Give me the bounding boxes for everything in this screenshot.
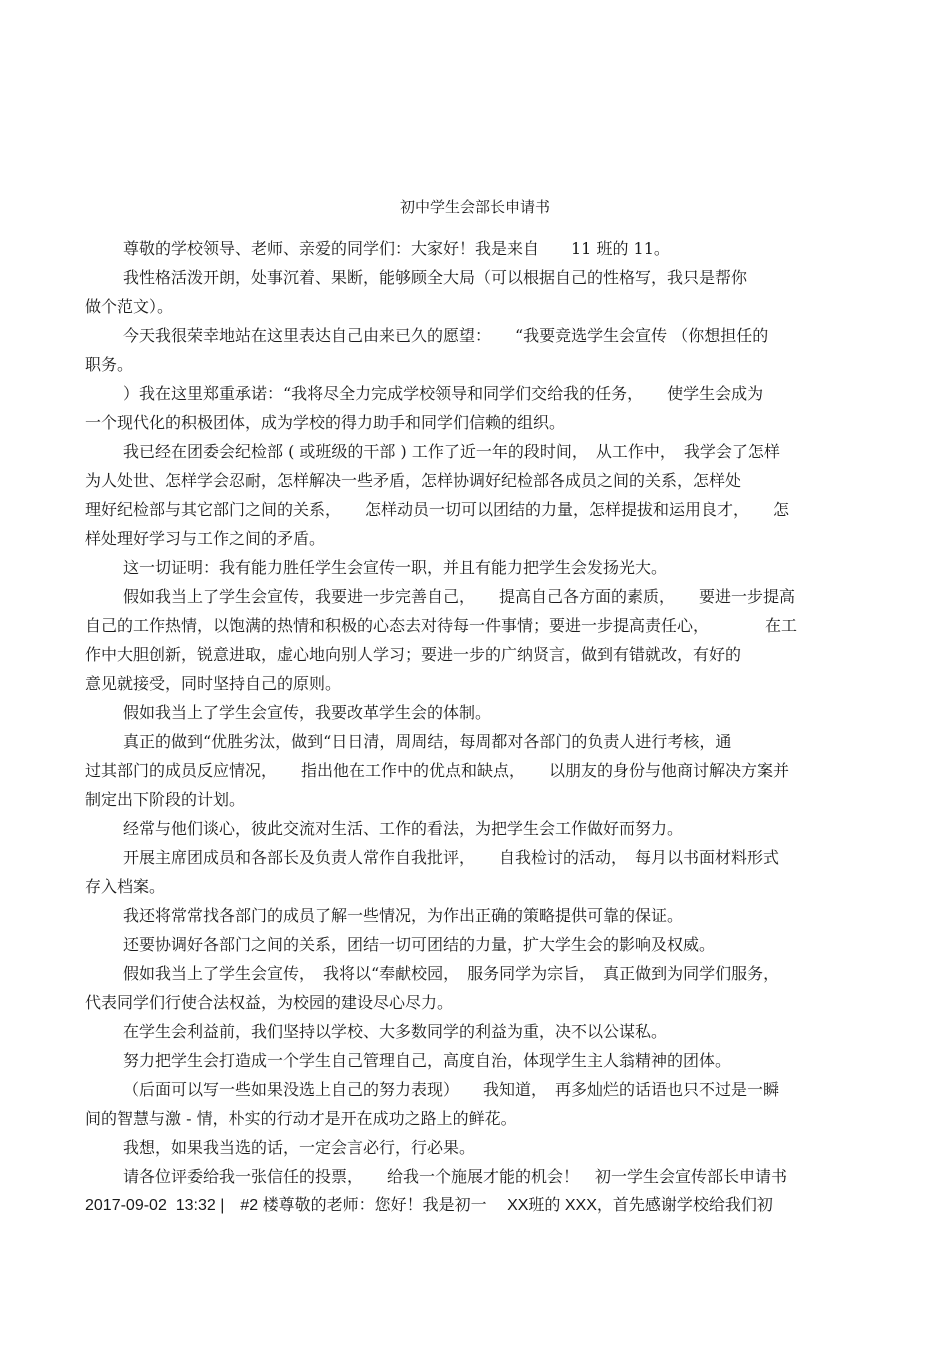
paragraph-line: 2017-09-02 13:32 | #2 楼尊敬的老师：您好！我是初一 XX班的 XXX，首先感谢学校给我们初 (85, 1197, 773, 1214)
paragraph-line: 请各位评委给我一张信任的投票， 给我一个施展才能的机会！ 初一学生会宣传部长申请书 (123, 1167, 788, 1186)
paragraph-line: 假如我当上了学生会宣传，我要进一步完善自己， 提高自己各方面的素质， 要进一步提高 (123, 587, 796, 606)
paragraph-line: 做个范文）。 (85, 297, 174, 316)
paragraph-line: 作中大胆创新，锐意进取，虚心地向别人学习；要进一步的广纳贤言，做到有错就改，有好的 (85, 645, 742, 664)
paragraph-line: 还要协调好各部门之间的关系，团结一切可团结的力量，扩大学生会的影响及权威。 (123, 935, 716, 954)
paragraph-line: 在学生会利益前，我们坚持以学校、大多数同学的利益为重，决不以公谋私。 (123, 1022, 668, 1041)
paragraph-line: 间的智慧与激 - 情，朴实的行动才是开在成功之路上的鲜花。 (85, 1109, 517, 1128)
paragraph-line: 制定出下阶段的计划。 (85, 790, 246, 809)
paragraph-line: 开展主席团成员和各部长及负责人常作自我批评， 自我检讨的活动， 每月以书面材料形式 (123, 848, 780, 867)
paragraph-line: ）我在这里郑重承诺：“我将尽全力完成学校领导和同学们交给我的任务， 使学生会成为 (123, 384, 764, 403)
paragraph-line: 这一切证明：我有能力胜任学生会宣传一职，并且有能力把学生会发扬光大。 (123, 558, 668, 577)
paragraph-line: 职务。 (85, 355, 134, 374)
paragraph-line: 代表同学们行使合法权益，为校园的建设尽心尽力。 (85, 993, 454, 1012)
paragraph-line: 自己的工作热情，以饱满的热情和积极的心态去对待每一件事情；要进一步提高责任心， 在工 (85, 616, 798, 635)
paragraph-line: 尊敬的学校领导、老师、亲爱的同学们：大家好！我是来自 11 班的 11。 (123, 239, 670, 258)
paragraph-line: 我已经在团委会纪检部 ( 或班级的干部 ) 工作了近一年的段时间， 从工作中， 我学会了怎样 (123, 442, 780, 461)
paragraph-line: 意见就接受，同时坚持自己的原则。 (85, 674, 342, 693)
paragraph-line: 真正的做到“优胜劣汰，做到“日日清，周周结，每周都对各部门的负责人进行考核，通 (123, 732, 732, 751)
paragraph-line: 今天我很荣幸地站在这里表达自己由来已久的愿望： “我要竞选学生会宣传 （你想担任的 (123, 326, 769, 345)
paragraph-line: 一个现代化的积极团体，成为学校的得力助手和同学们信赖的组织。 (85, 413, 566, 432)
paragraph-line: （后面可以写一些如果没选上自己的努力表现） 我知道， 再多灿烂的话语也只不过是一瞬 (123, 1080, 780, 1099)
paragraph-line: 理好纪检部与其它部门之间的关系， 怎样动员一切可以团结的力量，怎样提拔和运用良才， 怎 (85, 500, 790, 519)
paragraph-line: 假如我当上了学生会宣传，我要改革学生会的体制。 (123, 703, 492, 722)
paragraph-line: 过其部门的成员反应情况， 指出他在工作中的优点和缺点， 以朋友的身份与他商讨解决方案并 (85, 761, 790, 780)
paragraph-line: 经常与他们谈心，彼此交流对生活、工作的看法，为把学生会工作做好而努力。 (123, 819, 684, 838)
paragraph-line: 努力把学生会打造成一个学生自己管理自己，高度自治，体现学生主人翁精神的团体。 (123, 1051, 732, 1070)
paragraph-line: 为人处世、怎样学会忍耐，怎样解决一些矛盾，怎样协调好纪检部各成员之间的关系，怎样处 (85, 471, 742, 490)
paragraph-line: 我想，如果我当选的话，一定会言必行，行必果。 (123, 1138, 476, 1157)
paragraph-line: 假如我当上了学生会宣传， 我将以“奉献校园， 服务同学为宗旨， 真正做到为同学们服务， (123, 964, 780, 983)
paragraph-line: 存入档案。 (85, 877, 166, 896)
paragraph-line: 我性格活泼开朗，处事沉着、果断，能够顾全大局（可以根据自己的性格写，我只是帮你 (123, 268, 748, 287)
paragraph-line: 我还将常常找各部门的成员了解一些情况，为作出正确的策略提供可靠的保证。 (123, 906, 684, 925)
paragraph-line: 样处理好学习与工作之间的矛盾。 (85, 529, 326, 548)
document-title: 初中学生会部长申请书 (399, 198, 550, 216)
